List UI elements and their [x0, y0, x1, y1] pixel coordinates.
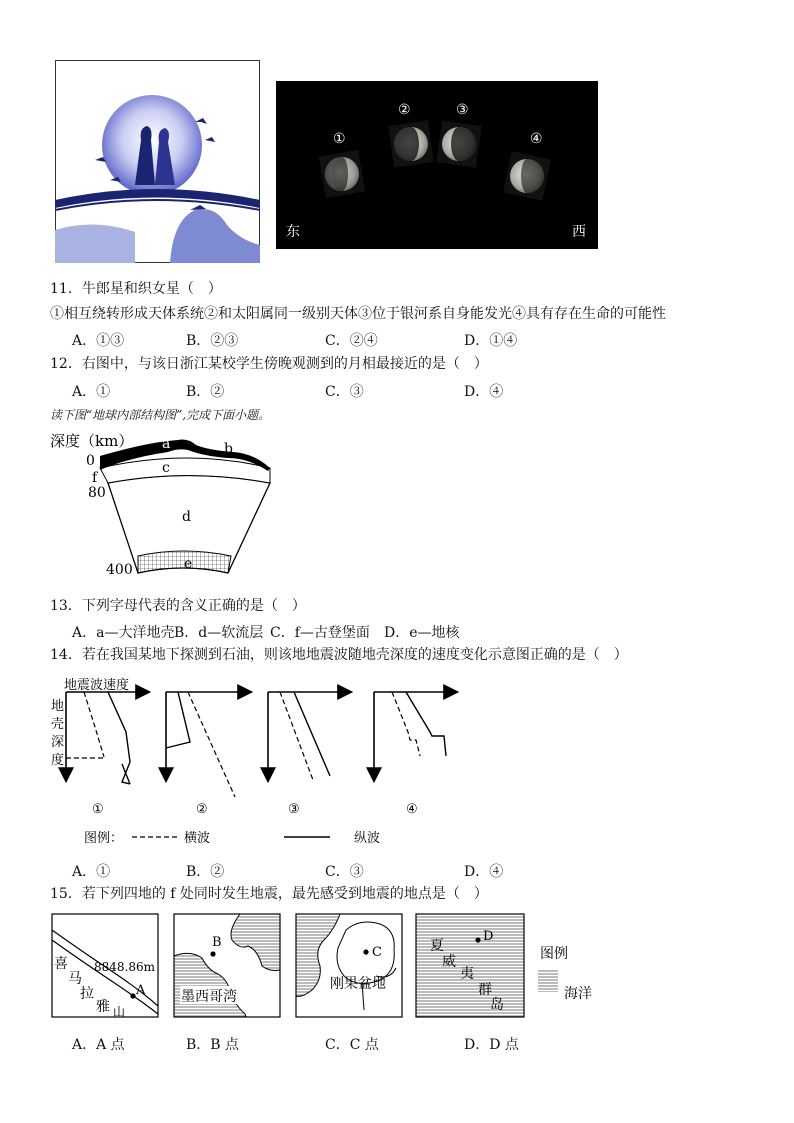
map-legend	[538, 946, 592, 1002]
q14-option-c[interactable]: C．③	[325, 864, 364, 880]
map-legend-title: 图例	[540, 946, 568, 962]
q11-option-b[interactable]: B．②③	[186, 333, 239, 349]
q13-option-c[interactable]: C．f—古登堡面	[270, 625, 370, 641]
axis-depth-char-4: 度	[51, 753, 65, 768]
q15-option-c[interactable]: C．C 点	[325, 1037, 379, 1053]
map4-char-3: 夷	[460, 966, 474, 982]
map4-point: D	[483, 929, 494, 944]
axis-depth-char-1: 地	[51, 699, 65, 714]
west-label: 西	[572, 224, 586, 240]
tick-0: 0	[86, 453, 95, 469]
map4-char-5: 岛	[490, 997, 504, 1013]
axis-depth-char-3: 深	[51, 735, 65, 750]
layer-a: a	[162, 436, 171, 452]
map2-label: 墨西哥湾	[181, 989, 237, 1005]
map1-point: A	[136, 983, 146, 998]
four-maps-figure	[50, 910, 610, 1022]
map1-char-2: 马	[68, 971, 82, 987]
q15-option-d[interactable]: D．D 点	[464, 1037, 519, 1053]
legend-title: 图例：	[84, 831, 124, 846]
q11-option-c[interactable]: C．②④	[325, 333, 378, 349]
q12-option-d[interactable]: D．④	[464, 384, 504, 400]
q14-stem: 14．若在我国某地下探测到石油，则该地地震波随地壳深度的速度变化示意图正确的是（ ）	[50, 647, 628, 663]
layer-b: b	[224, 441, 233, 457]
depth-axis-label: 深度（km）	[50, 432, 134, 450]
q12-option-a[interactable]: A．①	[72, 384, 111, 400]
moon-phase-4	[503, 151, 551, 200]
tick-400: 400	[106, 562, 133, 578]
q11-statements: ①相互绕转形成天体系统②和太阳属同一级别天体③位于银河系自身能发光④具有存在生命的可能性	[50, 306, 666, 322]
q12-option-c[interactable]: C．③	[325, 384, 364, 400]
earth-structure-figure	[48, 428, 278, 588]
panel-label-1: ①	[92, 802, 104, 817]
map4-char-2: 威	[442, 954, 456, 970]
q13-stem: 13．下列字母代表的含义正确的是（ ）	[50, 598, 306, 614]
map4-char-1: 夏	[430, 938, 444, 954]
q13-option-b[interactable]: B．d—软流层	[174, 625, 264, 641]
map1-char-4: 雅	[96, 999, 110, 1015]
q11-stem: 11．牛郎星和织女星（ ）	[50, 281, 222, 297]
moon-label-1: ①	[333, 131, 346, 147]
map1-elevation: 8848.86m	[94, 960, 156, 974]
q11-option-d[interactable]: D．①④	[464, 333, 518, 349]
map1-char-1: 喜	[54, 956, 68, 972]
q14-option-d[interactable]: D．④	[464, 864, 504, 880]
q13-option-a[interactable]: A．a—大洋地壳	[72, 625, 175, 641]
moon-label-3: ③	[456, 102, 469, 118]
map-himalaya	[52, 914, 158, 1019]
map1-char-3: 拉	[80, 986, 94, 1002]
east-label: 东	[286, 224, 300, 240]
wave-panel-1	[66, 692, 148, 784]
moon-phase-panel	[276, 81, 598, 249]
map-legend-ocean: 海洋	[564, 986, 592, 1002]
q13-option-d[interactable]: D．e—地核	[384, 625, 460, 641]
tick-80: 80	[88, 485, 106, 501]
q11-option-a[interactable]: A．①③	[72, 333, 125, 349]
moon-phase-3	[436, 120, 481, 167]
moon-phase-1	[319, 150, 366, 198]
legend-s-wave: 横波	[184, 831, 211, 846]
q15-option-b[interactable]: B．B 点	[186, 1037, 240, 1053]
panel-label-2: ②	[196, 802, 208, 817]
qixi-illustration	[55, 60, 260, 263]
axis-depth-char-2: 壳	[51, 717, 65, 732]
q14-option-b[interactable]: B．②	[186, 864, 225, 880]
map-gulf-of-mexico	[174, 914, 280, 1017]
tick-f: f	[92, 470, 98, 486]
section-intro: 读下图“地球内部结构图”,完成下面小题。	[50, 408, 271, 422]
panel-label-4: ④	[406, 802, 418, 817]
map-hawaii	[416, 914, 524, 1017]
map-congo-basin	[296, 914, 402, 1017]
q15-option-a[interactable]: A．A 点	[72, 1037, 125, 1053]
moon-label-4: ④	[530, 131, 543, 147]
axis-speed-label: 地震波速度	[64, 678, 130, 693]
q12-option-b[interactable]: B．②	[186, 384, 225, 400]
layer-e: e	[184, 556, 193, 572]
layer-d: d	[182, 509, 191, 525]
map3-point: C	[372, 945, 382, 960]
map4-char-4: 群	[478, 982, 492, 998]
map1-char-5: 山	[113, 1005, 126, 1019]
panel-label-3: ③	[288, 802, 300, 817]
wave-panel-4	[374, 692, 456, 780]
q15-stem: 15．若下列四地的 f 处同时发生地震，最先感受到地震的地点是（ ）	[50, 886, 488, 902]
wave-panel-2	[166, 692, 250, 797]
map2-point: B	[212, 935, 222, 950]
map3-label: 刚果盆地	[330, 976, 386, 992]
wave-panel-3	[268, 692, 350, 780]
q14-option-a[interactable]: A．①	[72, 864, 111, 880]
seismic-wave-figure	[48, 672, 468, 852]
legend-p-wave: 纵波	[354, 831, 381, 846]
moon-label-2: ②	[398, 102, 411, 118]
moon-phase-2	[388, 120, 433, 167]
q12-stem: 12．右图中，与该日浙江某校学生傍晚观测到的月相最接近的是（ ）	[50, 356, 488, 372]
layer-c: c	[162, 460, 170, 476]
